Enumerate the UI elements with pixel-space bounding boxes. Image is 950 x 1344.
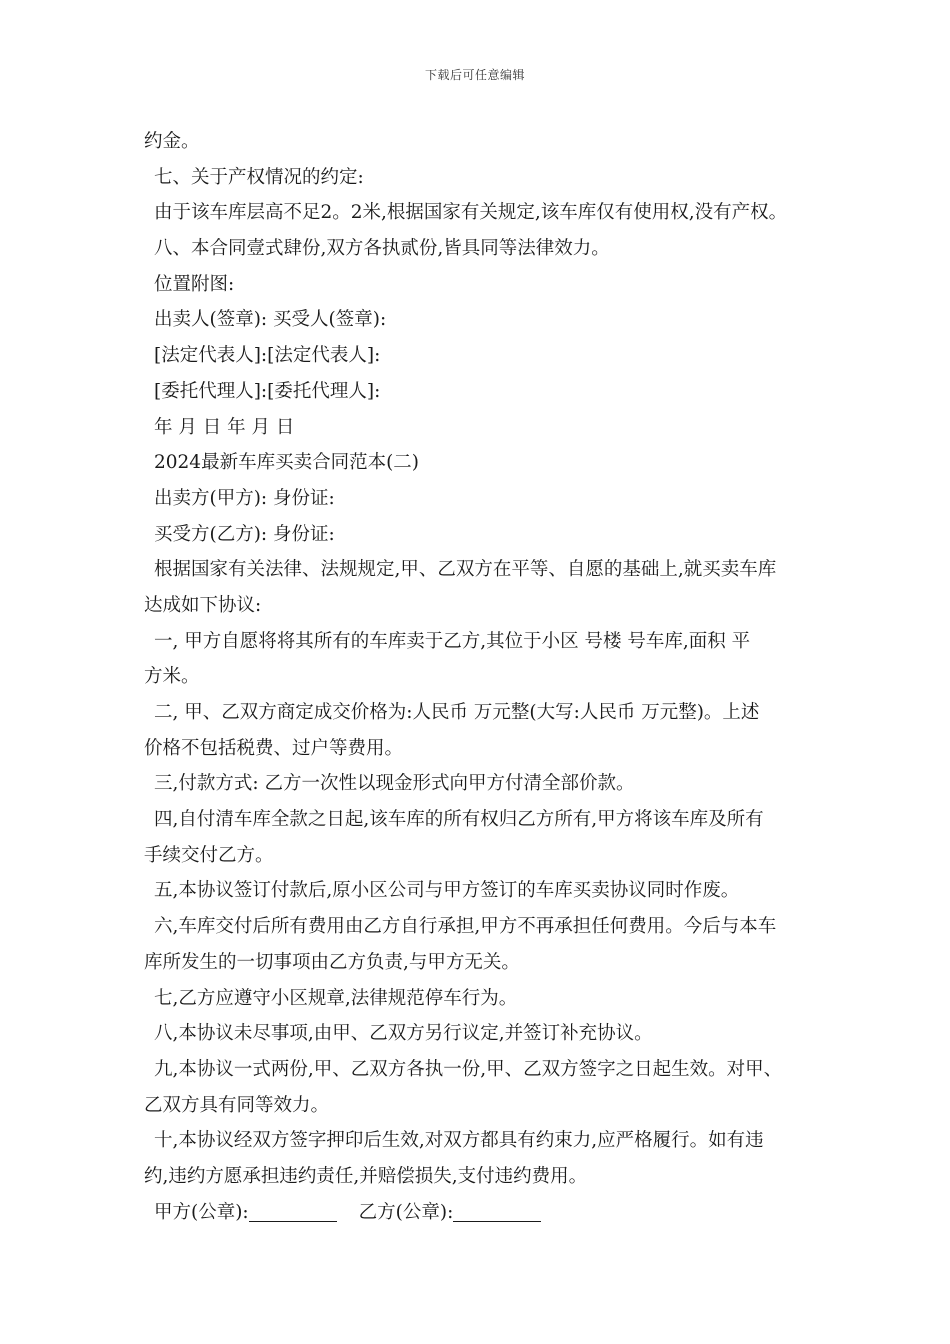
document-lines (144, 124, 824, 1195)
party-b-seal-label: 乙方(公章): (358, 1201, 454, 1223)
text-line: 手续交付乙方。 (144, 844, 274, 866)
text-line: 出卖人(签章): 买受人(签章): (154, 309, 387, 331)
text-line: 八、本合同壹式肆份,双方各执贰份,皆具同等法律效力。 (154, 238, 610, 260)
text-line: 买受方(乙方): 身份证: (154, 523, 335, 545)
text-line: 乙双方具有同等效力。 (144, 1094, 330, 1116)
text-line: 价格不包括税费、过户等费用。 (144, 737, 404, 759)
text-line: 八,本协议未尽事项,由甲、乙双方另行议定,并签订补充协议。 (154, 1023, 653, 1045)
party-a-seal-blank (249, 1199, 337, 1222)
text-line: 十,本协议经双方签字押印后生效,对双方都具有约束力,应严格履行。如有违 (154, 1130, 764, 1152)
text-line: 一, 甲方自愿将将其所有的车库卖于乙方,其位于小区 号楼 号车库,面积 平 (154, 630, 751, 652)
document-body (144, 124, 824, 1230)
page-header: 下载后可任意编辑 (424, 68, 525, 82)
text-line: 约,违约方愿承担违约责任,并赔偿损失,支付违约费用。 (144, 1165, 588, 1187)
party-a-seal-label: 甲方(公章): (154, 1201, 249, 1223)
text-line: [法定代表人]:[法定代表人]: (154, 345, 381, 367)
text-line: 由于该车库层高不足2。2米,根据国家有关规定,该车库仅有使用权,没有产权。 (154, 202, 788, 224)
text-line: 六,车库交付后所有费用由乙方自行承担,甲方不再承担任何费用。今后与本车 (154, 916, 777, 938)
text-line: [委托代理人]:[委托代理人]: (154, 380, 381, 402)
text-line: 九,本协议一式两份,甲、乙双方各执一份,甲、乙双方签字之日起生效。对甲、 (154, 1058, 783, 1080)
text-line: 2024最新车库买卖合同范本(二) (154, 452, 420, 474)
text-line: 位置附图: (154, 273, 235, 295)
text-line: 方米。 (144, 666, 200, 688)
text-line: 出卖方(甲方): 身份证: (154, 487, 335, 509)
text-line: 二, 甲、乙双方商定成交价格为:人民币 万元整(大写:人民币 万元整)。上述 (154, 702, 760, 723)
signature-line (144, 1195, 824, 1231)
text-line: 七,乙方应遵守小区规章,法律规范停车行为。 (154, 987, 518, 1009)
text-line: 三,付款方式: 乙方一次性以现金形式向甲方付清全部价款。 (154, 773, 635, 795)
text-line: 年 月 日 年 月 日 (154, 416, 295, 438)
text-line: 四,自付清车库全款之日起,该车库的所有权归乙方所有,甲方将该车库及所有 (154, 809, 764, 831)
text-line: 五,本协议签订付款后,原小区公司与甲方签订的车库买卖协议同时作废。 (154, 880, 740, 902)
text-line: 约金。 (144, 131, 200, 152)
party-b-seal-blank (453, 1199, 541, 1222)
text-line: 根据国家有关法律、法规规定,甲、乙双方在平等、自愿的基础上,就买卖车库 (154, 559, 777, 581)
text-line: 七、关于产权情况的约定: (154, 166, 364, 188)
text-line: 库所发生的一切事项由乙方负责,与甲方无关。 (144, 951, 520, 973)
text-line: 达成如下协议: (144, 594, 262, 616)
